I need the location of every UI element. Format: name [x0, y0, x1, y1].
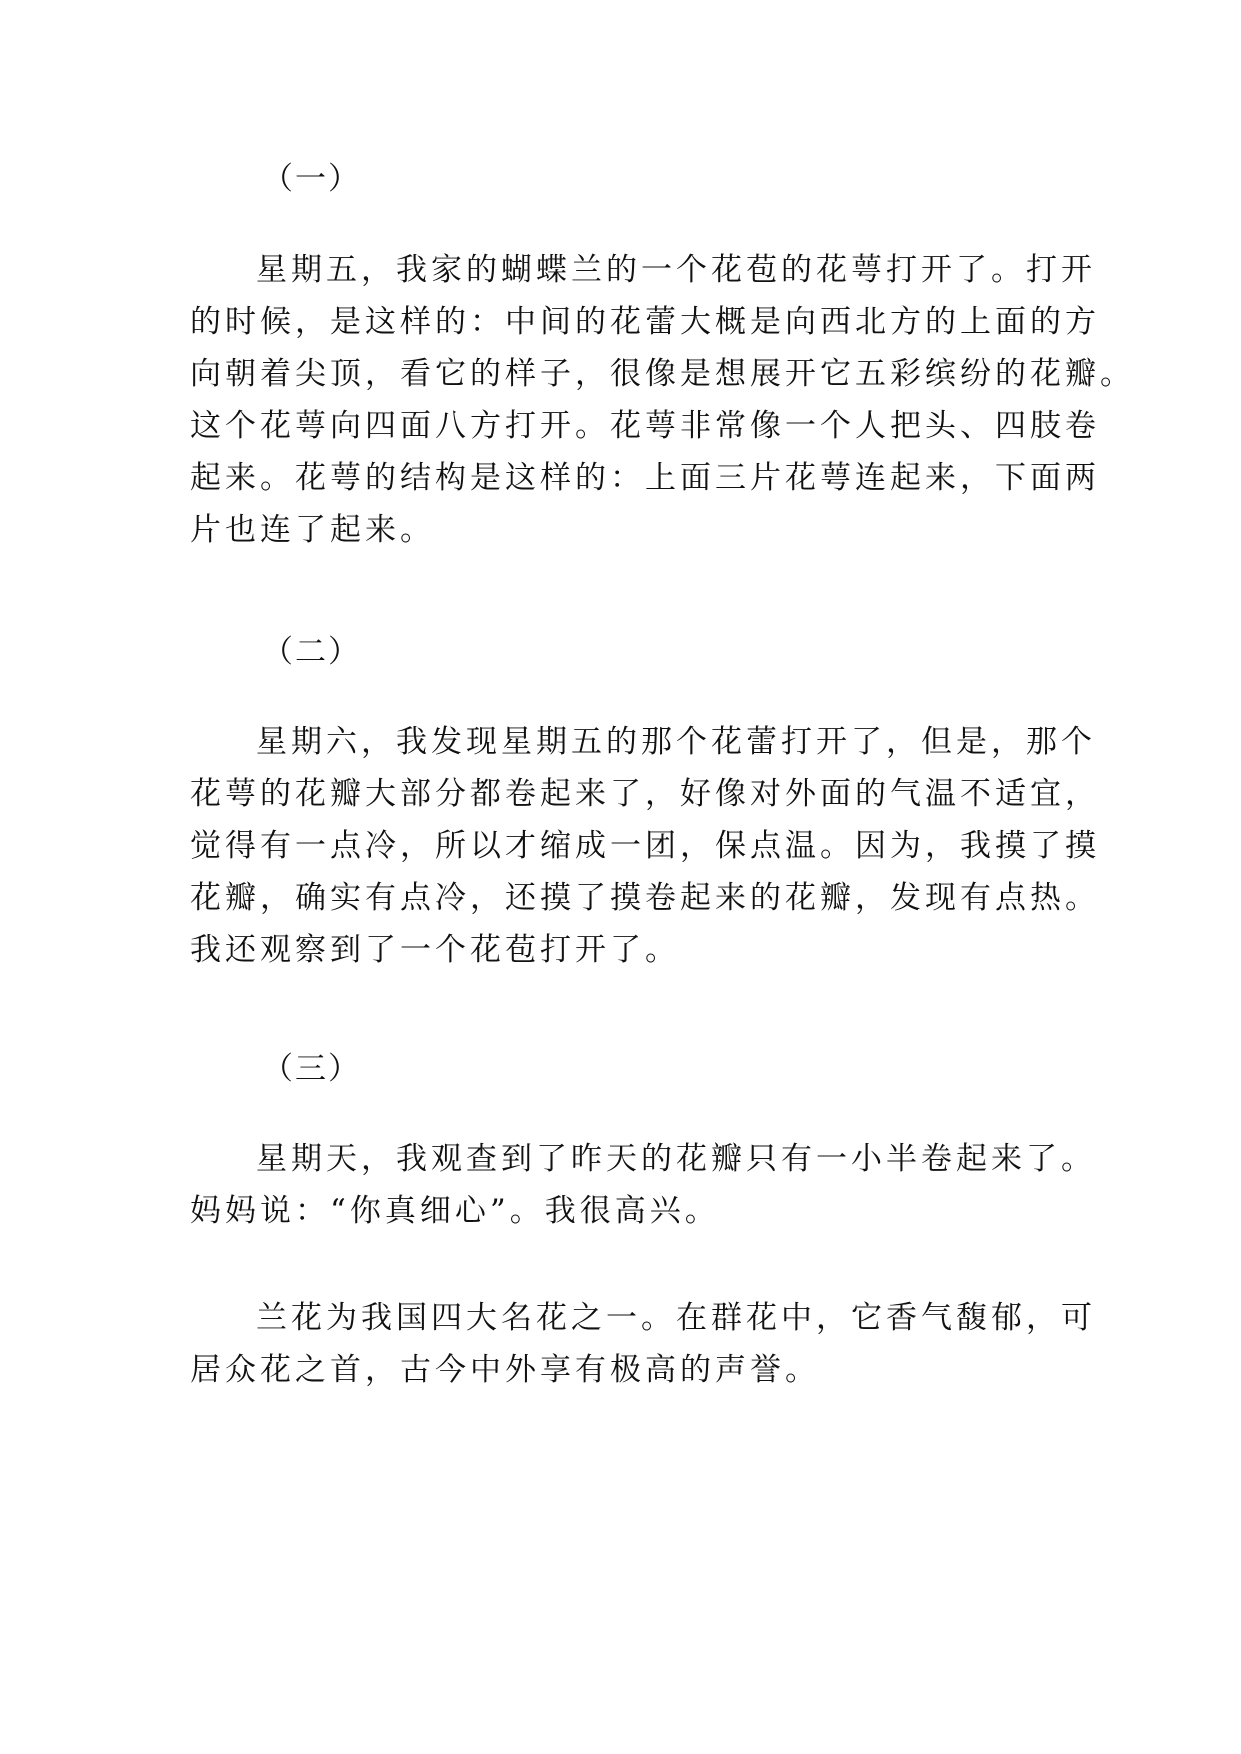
section-heading-2: （二）	[262, 634, 361, 670]
section-heading-1: （一）	[262, 161, 361, 197]
paragraph-line: 片也连了起来。	[190, 512, 435, 548]
paragraph-line: 星期五，我家的蝴蝶兰的一个花苞的花萼打开了。打开	[256, 252, 1096, 288]
paragraph-line: 的时候，是这样的：中间的花蕾大概是向西北方的上面的方	[190, 304, 1100, 340]
paragraph-line: 花瓣，确实有点冷，还摸了摸卷起来的花瓣，发现有点热。	[190, 880, 1100, 916]
paragraph-line: 花萼的花瓣大部分都卷起来了，好像对外面的气温不适宜，	[190, 776, 1100, 812]
paragraph-line: 向朝着尖顶，看它的样子，很像是想展开它五彩缤纷的花瓣。	[190, 356, 1135, 392]
paragraph-line: 觉得有一点冷，所以才缩成一团，保点温。因为，我摸了摸	[190, 828, 1100, 864]
paragraph-line: 居众花之首，古今中外享有极高的声誉。	[190, 1352, 820, 1388]
paragraph-line: 起来。花萼的结构是这样的：上面三片花萼连起来，下面两	[190, 460, 1100, 496]
paragraph-line: 星期六，我发现星期五的那个花蕾打开了，但是，那个	[256, 724, 1096, 760]
paragraph-line: 这个花萼向四面八方打开。花萼非常像一个人把头、四肢卷	[190, 408, 1100, 444]
paragraph-line: 兰花为我国四大名花之一。在群花中，它香气馥郁，可	[256, 1300, 1096, 1336]
section-heading-3: （三）	[262, 1051, 361, 1087]
paragraph-line: 我还观察到了一个花苞打开了。	[190, 932, 680, 968]
paragraph-line: 星期天，我观查到了昨天的花瓣只有一小半卷起来了。	[256, 1141, 1096, 1177]
paragraph-line: 妈妈说：“你真细心”。我很高兴。	[190, 1193, 720, 1229]
